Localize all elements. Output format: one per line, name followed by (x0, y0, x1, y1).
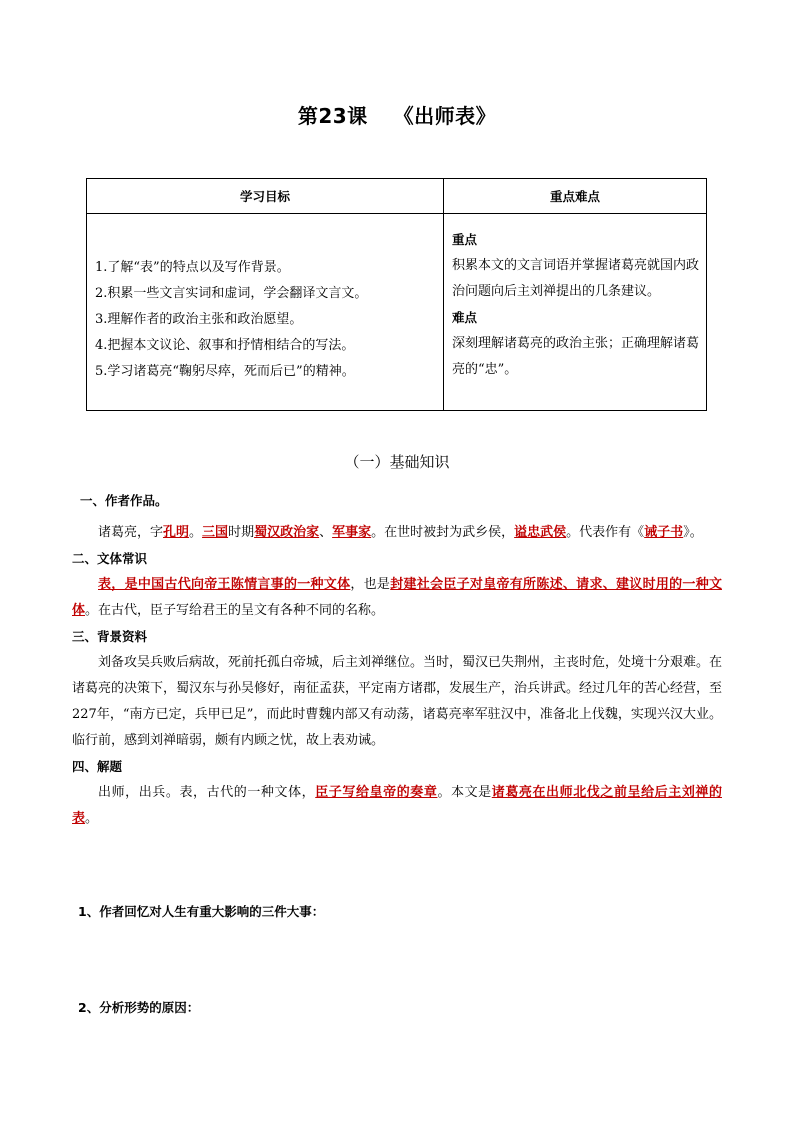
background-heading: 三、背景资料 (72, 629, 148, 644)
difficulty-text: 深刻理解诸葛亮的政治主张；正确理解诸葛亮的“忠”。 (452, 336, 700, 377)
background-paragraph: 刘备攻吴兵败后病故，死前托孤白帝城，后主刘禅继位。当时，蜀汉已失荆州，主丧时危，处境十分艰难。在诸葛亮的决策下，蜀汉东与孙吴修好，南征孟获，平定南方诸郡，发展生产，治兵讲武。经过几年的苦心经营，至227年，“南方已定，兵甲已足”，而此时曹魏内部又有动荡，诸葛亮率军驻汉中，准备北上伐魏，实现兴汉大业。临行前，感到刘禅暗弱，颇有内顾之忧，故上表劝诫。 (72, 655, 723, 748)
lesson-number: 第23课 (297, 104, 368, 128)
keyword: 表，是中国古代向帝王陈情言事的一种文体 (98, 577, 351, 592)
keyword: 臣子写给皇帝的奏章 (315, 785, 438, 800)
keyword: 三国 (202, 525, 229, 540)
goal-item: 3.理解作者的政治主张和政治愿望。 (95, 312, 303, 327)
content-body (72, 488, 722, 832)
goal-item: 2.积累一些文言实词和虚词，学会翻译文言文。 (95, 286, 368, 301)
goal-item: 4.把握本文议论、叙事和抒情相结合的写法。 (95, 338, 355, 353)
genre-heading: 二、文体常识 (72, 551, 148, 566)
goals-header: 学习目标 (87, 179, 444, 214)
goal-item: 5.学习诸葛亮“鞠躬尽瘁，死而后已”的精神。 (95, 364, 355, 379)
keyword: 军事家 (332, 525, 372, 540)
goals-cell (87, 214, 444, 411)
goal-item: 1.了解“表”的特点以及写作背景。 (95, 260, 290, 275)
difficulty-label: 难点 (452, 310, 478, 325)
keyword: 蜀汉政治家 (254, 525, 320, 540)
keyword: 谥忠武侯 (514, 525, 567, 540)
lesson-name: 《出师表》 (393, 104, 497, 128)
goals-list (88, 215, 442, 385)
keyword: 孔明 (163, 525, 190, 540)
focus-cell (444, 214, 707, 411)
genre-paragraph: 表，是中国古代向帝王陈情言事的一种文体，也是封建社会臣子对皇帝有所陈述、请求、建议时用的一种文体。在古代，臣子写给君王的呈文有各种不同的名称。 (72, 577, 722, 618)
keyword: 诸葛亮在出师北伐之前呈给后主刘禅的表 (72, 785, 722, 826)
focus-text: 积累本文的文言词语并掌握诸葛亮就国内政治问题向后主刘禅提出的几条建议。 (452, 258, 700, 299)
question-1: 1、作者回忆对人生有重大影响的三件大事： (78, 904, 325, 919)
title-explain-paragraph: 出师，出兵。表，古代的一种文体，臣子写给皇帝的奏章。本文是诸葛亮在出师北伐之前呈给后主刘禅的表。 (72, 785, 722, 826)
keyword: 诫子书 (644, 525, 684, 540)
objectives-table (86, 178, 707, 411)
author-heading: 一、作者作品。 (80, 493, 168, 508)
focus-label: 重点 (452, 232, 478, 247)
section-heading: （一）基础知识 (344, 453, 450, 471)
keyword: 封建社会臣子对皇帝有所陈述、请求、建议时用的一种文体 (72, 577, 722, 618)
title-explain-heading: 四、解题 (72, 759, 123, 774)
focus-header: 重点难点 (444, 179, 707, 214)
question-2: 2、分析形势的原因： (78, 1000, 200, 1015)
page-title (0, 100, 794, 129)
author-paragraph: 诸葛亮，字孔明。三国时期蜀汉政治家、军事家。在世时被封为武乡侯，谥忠武侯。代表作有《诫子书》。 (98, 525, 703, 540)
